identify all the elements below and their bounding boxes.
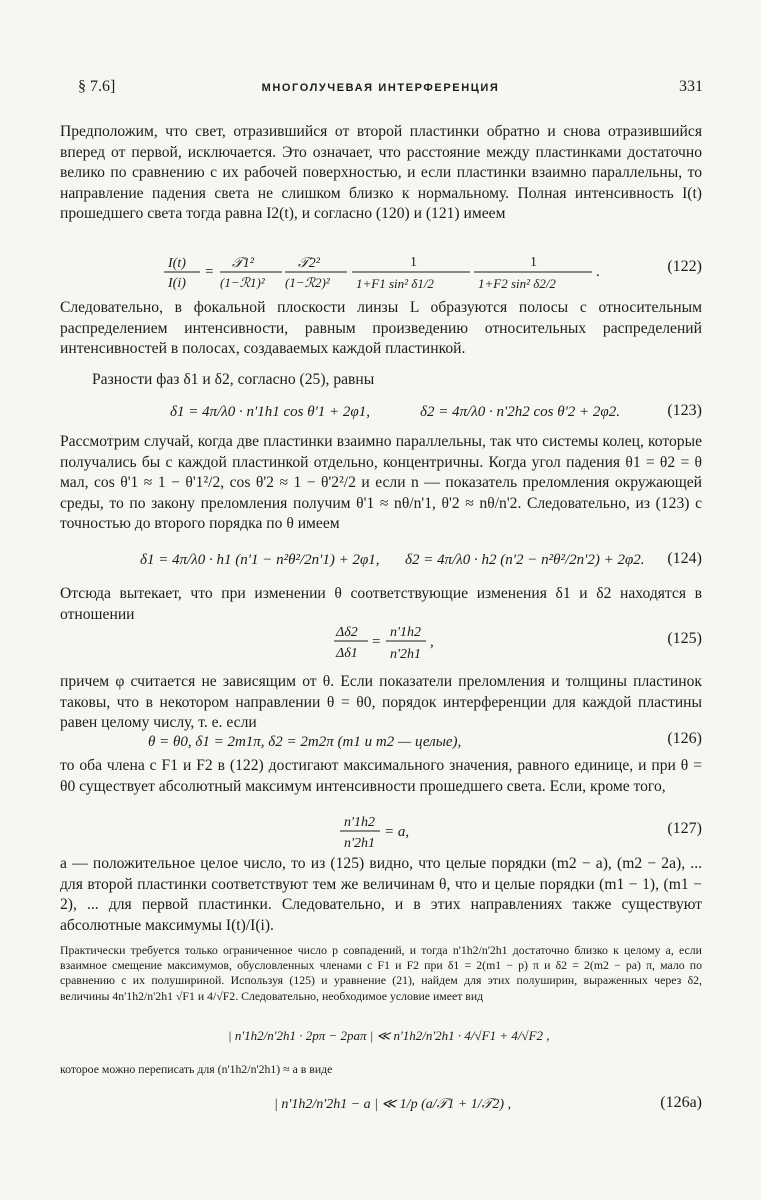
equation-126 [60,728,702,756]
paragraph-ratio: Отсюда вытекает, что при изменении θ соответствующие изменения δ1 и δ2 находятся в отношении [60,585,702,623]
eq122-t2-num: 𝒯2² [298,256,320,271]
eq127-den: n'2h1 [344,836,375,851]
eq123-part2: δ2 = 4π/λ0 · n'2h2 cos θ'2 + 2φ2. [420,404,620,420]
paragraph-parallel: Рассмотрим случай, когда две пластинки взаимно параллельны, так что системы колец, которые получались бы с каждой пластинкой отдельно, концентричны. Когда угол падения θ1 = θ2 = θ мал, cos θ'1 ≈ 1 − θ'1²/2, cos θ'2 ≈ 1 − θ'2²/2 и если n — показатель преломления окружающей среды, то по закону преломления получим θ'1 ≈ nθ/n'1, θ'2 ≈ nθ/n'2. Следовательно, из (123) с точностью до второго порядка по θ имеем [60,433,702,533]
eq122-one-b: 1 [530,255,537,270]
eq122-lhs-den: I(i) [168,276,186,291]
footnote-paragraph: Практически требуется только ограниченное число p совпадений, и тогда n'1h2/n'2h1 достаточно близко к целому a, если взаимное смещение максимумов, обусловленных членами с F1 и F2 при δ1 = 2(m1 − p) π и δ2 = 2(m2 − pa) π, мало по сравнению с их полушириной. Используя (125) и уравнение (21), найдем для этих полуширин, выраженных через δ2, величины 4n'1h2/n'2h1 √F1 и 4/√F2. Следовательно, необходимое условие имеет вид [60,943,702,1003]
paragraph-focal: Следовательно, в фокальной плоскости линзы L образуются полосы с относительным распределением интенсивности, равным произведению относительных распределений интенсивностей в полосах, создаваемых каждой пластинкой. [60,299,702,358]
svg-text:.: . [596,264,600,280]
eq123-number: (123) [667,402,702,419]
eq122-f2-den: 1+F2 sin² δ2/2 [478,276,556,291]
eq122-t1-num: 𝒯1² [232,256,254,271]
section-label: § 7.6] [78,78,116,95]
eq127-number: (127) [667,820,702,837]
page-number: 331 [679,78,703,95]
eq126-text: θ = θ0, δ1 = 2m1π, δ2 = 2m2π (m1 и m2 — целые), [148,734,462,750]
eq125-lhs-num: Δδ2 [336,625,358,640]
eq122-t2-den: (1−ℛ2)² [285,275,330,290]
eq124-number: (124) [667,550,702,567]
eq123-part1: δ1 = 4π/λ0 · n'1h1 cos θ'1 + 2φ1, [170,404,370,420]
equation-127 [60,810,702,852]
eq126a-text: | n'1h2/n'2h1 − a | ≪ 1/p (a/𝒯1 + 1/𝒯2) , [274,1097,512,1112]
eq127-rhs: = a, [384,824,410,840]
eq122-lhs-num: I(t) [168,256,186,271]
equation-note-condition [60,1018,702,1056]
eq122-number: (122) [667,258,702,275]
paragraph-orders: причем φ считается не зависящим от θ. Если показатели преломления и толщины пластинок таковы, что в некотором направлении θ = θ0, порядок интерференции для каждой пластины равен целому числу, т. е. если [60,673,702,732]
equation-124 [60,540,702,580]
eq125-rhs-num: n'1h2 [390,625,421,640]
paragraph-integer-a: a — положительное целое число, то из (125) видно, что целые порядки (m2 − a), (m2 − 2a), ... для второй пластинки соответствуют тем же величинам θ, что и целые порядки (m1 − 1), (m1 − 2), ... для первой пластинки. Следовательно, и в этих направлениях также существуют абсолютные максимумы I(t)/I(i). [60,855,702,934]
eq126a-number: (126a) [660,1094,702,1111]
footnote-rewrite: которое можно переписать для (n'1h2/n'2h1) ≈ a в виде [60,1062,333,1076]
eq125-rhs-den: n'2h1 [390,647,421,662]
paragraph-intro: Предположим, что свет, отразившийся от второй пластинки обратно и снова отразившийся вперед от первой, исключается. Это означает, что расстояние между пластинками достаточно велико по сравнению с их рабочей поверхностью, и если пластинки взаимно параллельны, то направление падения света не слишком близко к нормальному. Полная интенсивность I(t) прошедшего света тогда равна I2(t), и согласно (120) и (121) имеем [60,123,702,223]
paragraph-maximum: то оба члена с F1 и F2 в (122) достигают максимального значения, равного единице, и при θ = θ0 существует абсолютный максимум интенсивности прошедшего света. Если, кроме того, [60,757,702,795]
eq122-f1-den: 1+F1 sin² δ1/2 [356,276,434,291]
eq124-part1: δ1 = 4π/λ0 · h1 (n'1 − n²θ²/2n'1) + 2φ1, [140,552,380,568]
equation-125 [60,620,702,664]
eq124-part2: δ2 = 4π/λ0 · h2 (n'2 − n²θ²/2n'2) + 2φ2. [405,552,645,568]
equation-123 [60,394,702,430]
equation-122 [60,250,702,294]
svg-text:=: = [205,264,214,280]
eq122-one-a: 1 [410,255,417,270]
eq122-t1-den: (1−ℛ1)² [220,275,265,290]
eq-note1-text: | n'1h2/n'2h1 · 2pπ − 2paπ | ≪ n'1h2/n'2h1 · 4/√F1 + 4/√F2 , [228,1028,550,1043]
paragraph-phase: Разности фаз δ1 и δ2, согласно (25), равны [92,371,375,388]
eq125-lhs-den: Δδ1 [336,646,358,661]
eq127-num: n'1h2 [344,815,375,830]
svg-text:=: = [372,634,381,650]
running-title: МНОГОЛУЧЕВАЯ ИНТЕРФЕРЕНЦИЯ [261,82,500,94]
eq126-number: (126) [667,730,702,747]
equation-126a [60,1084,702,1124]
svg-text:,: , [430,634,434,650]
eq125-number: (125) [667,630,702,647]
